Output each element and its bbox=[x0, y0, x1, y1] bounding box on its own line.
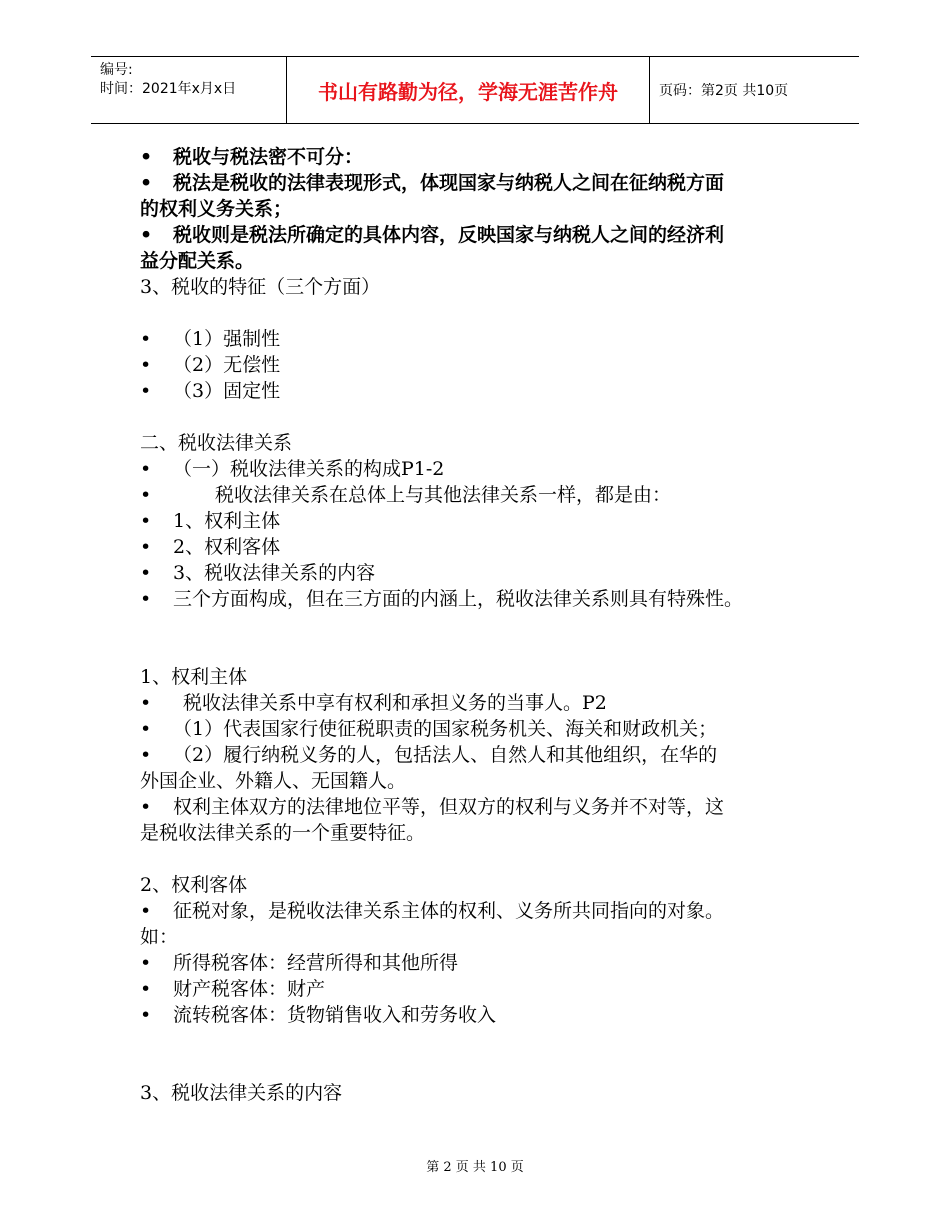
bullet-line: • 3、税收法律关系的内容 bbox=[140, 562, 376, 584]
bullet-line: • 税收法律关系中享有权利和承担义务的当事人。P2 bbox=[140, 692, 607, 714]
bullet-line: • 税收与税法密不可分： bbox=[140, 146, 364, 168]
header-page-number: 页码：第2页 共10页 bbox=[659, 83, 789, 99]
page-header bbox=[91, 56, 859, 124]
bullet-line: • 流转税客体：货物销售收入和劳务收入 bbox=[140, 1004, 497, 1026]
paragraph-continuation: 外国企业、外籍人、无国籍人。 bbox=[140, 770, 407, 792]
header-meta bbox=[91, 57, 286, 123]
bullet-line: • 税法是税收的法律表现形式，体现国家与纳税人之间在征纳税方面 bbox=[140, 172, 725, 194]
bullet-line: • 三个方面构成，但在三方面的内涵上，税收法律关系则具有特殊性。 bbox=[140, 588, 744, 610]
section-heading: 2、权利客体 bbox=[140, 874, 248, 896]
time-label: 时间：2021年x月x日 bbox=[100, 81, 237, 97]
header-motto: 书山有路勤为径，学海无涯苦作舟 bbox=[286, 57, 650, 123]
bullet-line: • 权利主体双方的法律地位平等，但双方的权利与义务并不对等，这 bbox=[140, 796, 725, 818]
bullet-line: • （1）代表国家行使征税职责的国家税务机关、海关和财政机关； bbox=[140, 718, 718, 740]
bullet-line: • 税收法律关系在总体上与其他法律关系一样，都是由： bbox=[140, 484, 672, 506]
paragraph-continuation: 益分配关系。 bbox=[140, 250, 255, 272]
code-label: 编号: bbox=[100, 62, 133, 78]
bullet-line: • （3）固定性 bbox=[140, 380, 281, 402]
bullet-line: • 财产税客体：财产 bbox=[140, 978, 326, 1000]
bullet-line: • （2）履行纳税义务的人，包括法人、自然人和其他组织，在华的 bbox=[140, 744, 718, 766]
bullet-line: • （1）强制性 bbox=[140, 328, 281, 350]
paragraph-continuation: 的权利义务关系； bbox=[140, 198, 293, 220]
section-heading: 3、税收法律关系的内容 bbox=[140, 1082, 343, 1104]
bullet-line: • 所得税客体：经营所得和其他所得 bbox=[140, 952, 459, 974]
bullet-line: • 税收则是税法所确定的具体内容，反映国家与纳税人之间的经济利 bbox=[140, 224, 725, 246]
bullet-line: • 征税对象，是税收法律关系主体的权利、义务所共同指向的对象。 bbox=[140, 900, 725, 922]
paragraph-continuation: 是税收法律关系的一个重要特征。 bbox=[140, 822, 426, 844]
page-footer: 第 2 页 共 10 页 bbox=[426, 1160, 524, 1175]
bullet-line: • 2、权利客体 bbox=[140, 536, 281, 558]
section-heading: 1、权利主体 bbox=[140, 666, 248, 688]
bullet-line: • （一）税收法律关系的构成P1-2 bbox=[140, 458, 445, 480]
paragraph-continuation: 如： bbox=[140, 926, 179, 948]
section-heading: 3、税收的特征（三个方面） bbox=[140, 276, 381, 298]
section-heading: 二、税收法律关系 bbox=[140, 432, 293, 454]
bullet-line: • 1、权利主体 bbox=[140, 510, 281, 532]
bullet-line: • （2）无偿性 bbox=[140, 354, 281, 376]
document-body bbox=[140, 144, 830, 1106]
